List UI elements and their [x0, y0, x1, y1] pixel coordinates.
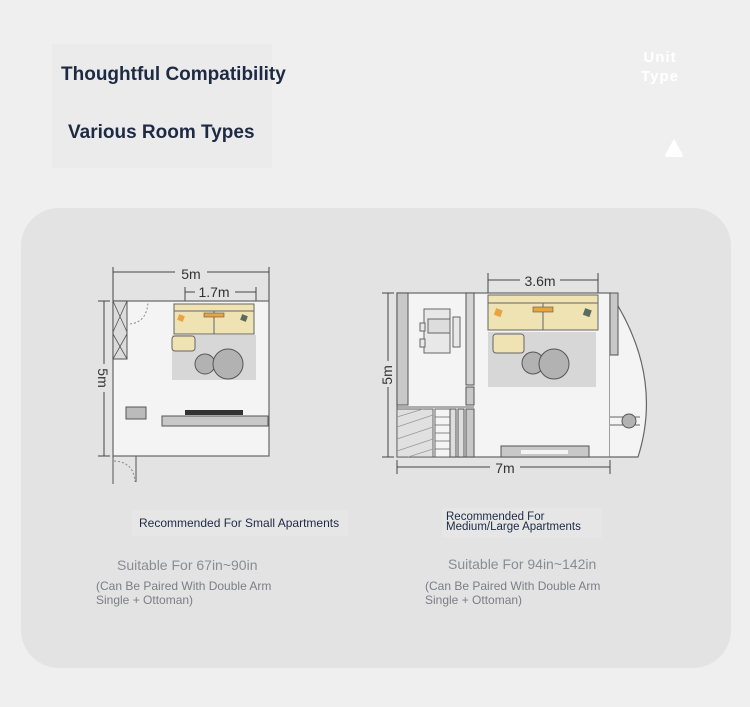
pairing-note-line2: Single + Ottoman) — [425, 593, 523, 607]
unit-type-badge — [630, 48, 690, 86]
page-subtitle: Various Room Types — [68, 122, 255, 143]
pairing-note-large — [425, 579, 625, 607]
pairing-note-line2: Single + Ottoman) — [96, 593, 194, 607]
dim-depth-label: 5m — [95, 368, 111, 388]
dim-sofa-label: 1.7m — [198, 284, 230, 300]
recommend-label-large — [446, 512, 581, 532]
dim-depth-label: 5m — [379, 365, 395, 385]
floor-plan-small — [90, 262, 280, 487]
floor-plan-large — [378, 267, 660, 479]
pairing-note-small — [96, 579, 296, 607]
suitable-size-small: Suitable For 67in~90in — [117, 557, 258, 573]
header-card — [52, 44, 272, 168]
recommend-label-small: Recommended For Small Apartments — [139, 516, 340, 530]
suitable-size-large: Suitable For 94in~142in — [448, 556, 597, 572]
unit-type-badge-line1: Unit — [643, 49, 677, 66]
unit-type-badge-line2: Type — [641, 68, 679, 85]
dim-width-label: 7m — [495, 460, 515, 476]
recommend-label-line2: Medium/Large Apartments — [446, 521, 581, 533]
pairing-note-line1: (Can Be Paired With Double Arm — [425, 579, 601, 593]
dim-sofa-label: 3.6m — [524, 273, 556, 289]
pairing-note-line1: (Can Be Paired With Double Arm — [96, 579, 272, 593]
page-title: Thoughtful Compatibility — [61, 64, 286, 85]
recommend-label-line1: Recommended For — [446, 511, 545, 523]
dim-width-label: 5m — [181, 266, 201, 282]
triangle-icon — [662, 136, 686, 160]
